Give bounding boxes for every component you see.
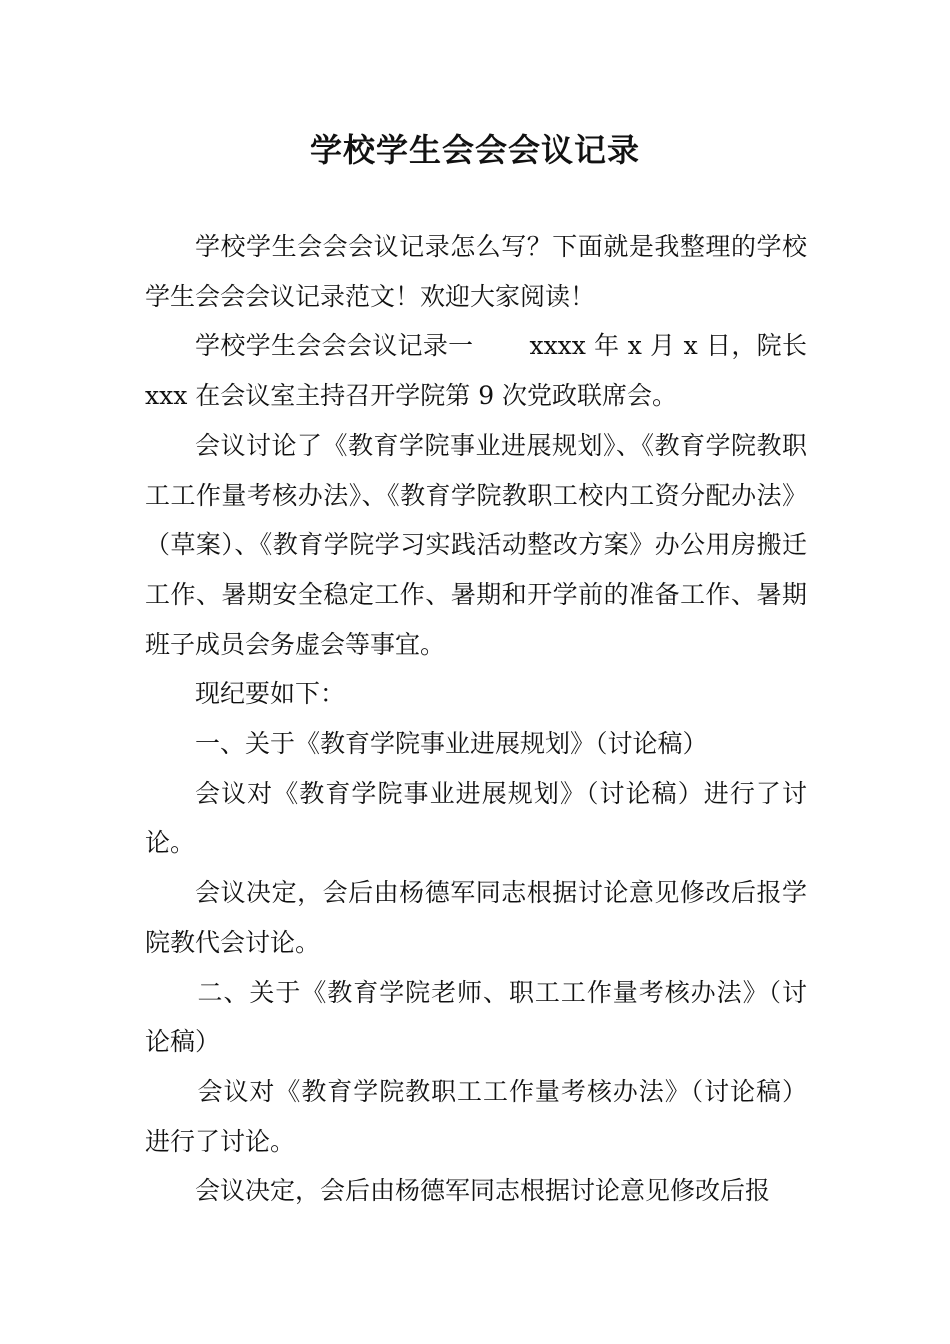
record-one-paragraph	[145, 321, 807, 420]
section-heading-1: 一、关于《教育学院事业进展规划》（讨论稿）	[195, 729, 708, 759]
document-title: 学校学生会会会议记录	[309, 131, 640, 169]
section-heading-2: 二、关于《教育学院老师、职工工作量考核办法》（讨论稿）	[145, 977, 807, 1057]
intro-paragraph: 学校学生会会会议记录怎么写？下面就是我整理的学校学生会会会议记录范文！欢迎大家阅读！	[145, 232, 807, 311]
discussion-paragraph: 会议讨论了《教育学院事业进展规划》、《教育学院教职工工作量考核办法》、《教育学院教职工校内工资分配办法》（草案）、《教育学院学习实践活动整改方案》办公用房搬迁工作、暑期安全稳定工作、暑期和开学前的准备工作、暑期班子成员会务虚会等事宜。	[145, 430, 807, 659]
record-one-text: xxxx 年 x 月 x 日，院长 xxx 在会议室主持召开学院第 9 次党政联席会。	[145, 331, 807, 411]
document-body	[145, 222, 807, 1216]
section-2-paragraph-1: 会议对《教育学院教职工工作量考核办法》（讨论稿）进行了讨论。	[145, 1076, 807, 1156]
record-one-lead: 学校学生会会会议记录一	[195, 331, 474, 361]
section-1-paragraph-1: 会议对《教育学院事业进展规划》（讨论稿）进行了讨论。	[145, 778, 807, 858]
section-1-paragraph-2: 会议决定，会后由杨德军同志根据讨论意见修改后报学院教代会讨论。	[145, 878, 807, 957]
section-2-paragraph-2: 会议决定，会后由杨德军同志根据讨论意见修改后报	[195, 1176, 771, 1206]
minutes-intro: 现纪要如下：	[195, 679, 346, 709]
